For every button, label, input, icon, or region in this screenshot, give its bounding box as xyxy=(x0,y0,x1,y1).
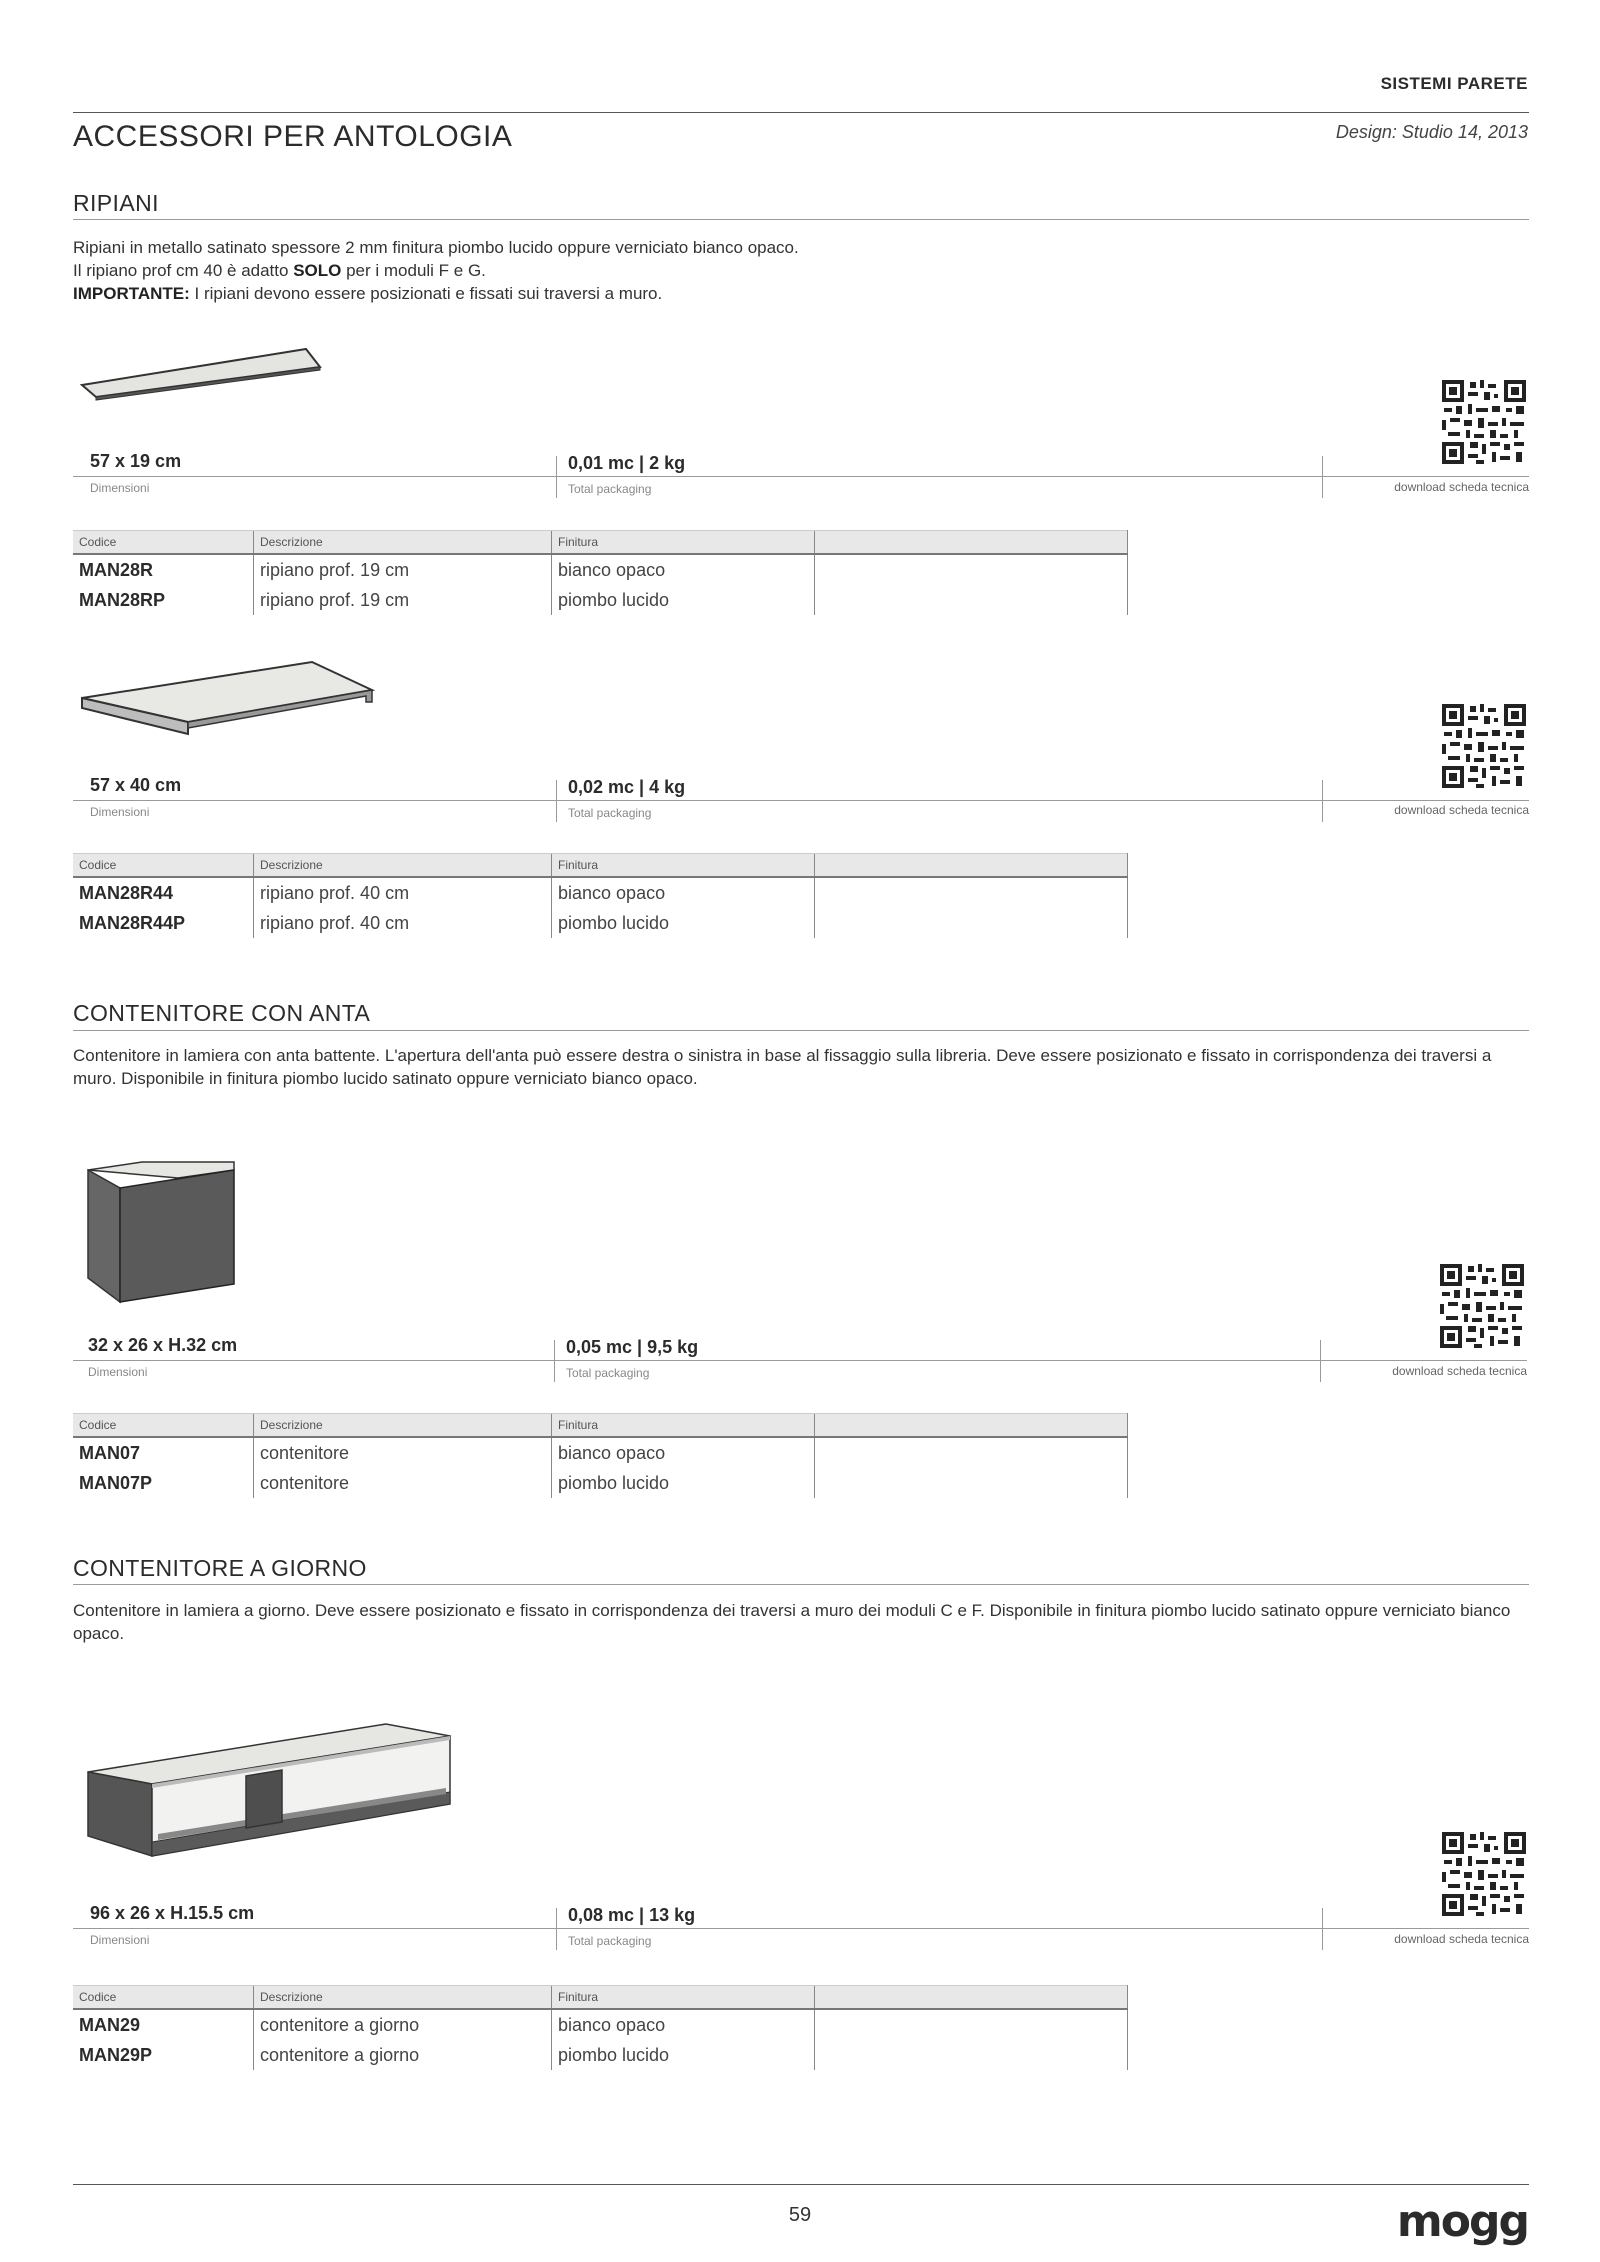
download-link[interactable]: download scheda tecnica xyxy=(1394,480,1529,494)
dimensions-value: 32 x 26 x H.32 cm xyxy=(88,1335,238,1355)
spec-divider xyxy=(556,456,557,498)
spec-rule xyxy=(73,1928,1529,1929)
contenitore-giorno-description: Contenitore in lamiera a giorno. Deve essere posizionato e fissato in corrispondenza dei traversi a muro dei moduli C e F. Disponibile in finitura piombo lucido satinato oppure verniciato bianco opaco. xyxy=(73,1601,1511,1643)
packaging-value: 0,02 mc | 4 kg xyxy=(568,777,686,797)
table-row: MAN28R44 ripiano prof. 40 cm bianco opaco xyxy=(73,877,1128,908)
shelf-19-image xyxy=(80,345,340,405)
section-heading-contenitore-anta: CONTENITORE CON ANTA xyxy=(73,1000,371,1026)
qr-code-icon[interactable] xyxy=(1440,702,1528,790)
brand-logo: mogg xyxy=(1396,2196,1528,2247)
dimensions-label: Dimensioni xyxy=(90,1933,150,1947)
page-title: ACCESSORI PER ANTOLOGIA xyxy=(73,120,513,153)
section-category: SISTEMI PARETE xyxy=(1380,74,1528,93)
download-link[interactable]: download scheda tecnica xyxy=(1394,1932,1529,1946)
packaging-label: Total packaging xyxy=(568,1934,652,1948)
packaging-value: 0,05 mc | 9,5 kg xyxy=(566,1337,699,1357)
product-table xyxy=(73,530,1128,615)
spec-rule xyxy=(73,476,1529,477)
table-row: MAN29 contenitore a giorno bianco opaco xyxy=(73,2009,1128,2040)
dimensions-value: 57 x 40 cm xyxy=(90,775,182,795)
download-link[interactable]: download scheda tecnica xyxy=(1392,1364,1527,1378)
spec-divider xyxy=(556,1908,557,1950)
spec-divider xyxy=(556,780,557,822)
contenitore-anta-description: Contenitore in lamiera con anta battente. L'apertura dell'anta può essere destra o sinistra in base al fissaggio sulla libreria. Deve essere posizionato e fissato in corrispondenza dei traversi a muro. Disponibile in finitura piombo lucido satinato oppure verniciato bianco opaco. xyxy=(73,1046,1492,1088)
spec-divider xyxy=(554,1340,555,1382)
shelf-40-image xyxy=(80,660,380,740)
page-number: 59 xyxy=(788,2204,812,2226)
product-table xyxy=(73,1413,1128,1498)
spec-divider xyxy=(1320,1340,1321,1382)
table-header: Codice Descrizione Finitura xyxy=(73,854,1128,878)
packaging-label: Total packaging xyxy=(568,806,652,820)
table-row: MAN07P contenitore piombo lucido xyxy=(73,1468,1128,1498)
table-header: Codice Descrizione Finitura xyxy=(73,1986,1128,2010)
table-row: MAN28R44P ripiano prof. 40 cm piombo lucido xyxy=(73,908,1128,938)
section-rule xyxy=(73,1584,1529,1585)
qr-code-icon[interactable] xyxy=(1440,1830,1528,1918)
spec-rule xyxy=(73,1360,1527,1361)
section-heading-contenitore-giorno: CONTENITORE A GIORNO xyxy=(73,1555,367,1581)
spec-divider xyxy=(1322,1908,1323,1950)
packaging-label: Total packaging xyxy=(568,482,652,496)
table-row: MAN28RP ripiano prof. 19 cm piombo lucido xyxy=(73,585,1128,615)
table-row: MAN07 contenitore bianco opaco xyxy=(73,1437,1128,1468)
header-rule xyxy=(73,112,1529,113)
product-table xyxy=(73,1985,1128,2070)
contenitore-giorno-image xyxy=(86,1722,456,1872)
packaging-value: 0,08 mc | 13 kg xyxy=(568,1905,696,1925)
packaging-value: 0,01 mc | 2 kg xyxy=(568,453,686,473)
qr-code-icon[interactable] xyxy=(1438,1262,1526,1350)
design-credit: Design: Studio 14, 2013 xyxy=(1335,122,1528,142)
section-rule xyxy=(73,219,1529,220)
footer-rule xyxy=(73,2184,1529,2185)
spec-divider xyxy=(1322,456,1323,498)
download-link[interactable]: download scheda tecnica xyxy=(1394,803,1529,817)
section-rule xyxy=(73,1030,1529,1031)
dimensions-label: Dimensioni xyxy=(90,805,150,819)
dimensions-label: Dimensioni xyxy=(88,1365,148,1379)
dimensions-label: Dimensioni xyxy=(90,481,150,495)
table-row: MAN28R ripiano prof. 19 cm bianco opaco xyxy=(73,554,1128,585)
table-header: Codice Descrizione Finitura xyxy=(73,1414,1128,1438)
dimensions-value: 96 x 26 x H.15.5 cm xyxy=(90,1903,255,1923)
table-row: MAN29P contenitore a giorno piombo lucido xyxy=(73,2040,1128,2070)
packaging-label: Total packaging xyxy=(566,1366,650,1380)
spec-rule xyxy=(73,800,1529,801)
ripiani-description: Ripiani in metallo satinato spessore 2 mm finitura piombo lucido oppure verniciato bianco opaco. Il ripiano prof cm 40 è adatto SOLO per i moduli F e G. IMPORTANTE: I ripiani devono essere posizionati e fissati sui traversi a muro. xyxy=(73,238,799,303)
product-table xyxy=(73,853,1128,938)
section-heading-ripiani: RIPIANI xyxy=(73,190,159,216)
dimensions-value: 57 x 19 cm xyxy=(90,451,182,471)
qr-code-icon[interactable] xyxy=(1440,378,1528,466)
contenitore-anta-image xyxy=(86,1160,246,1310)
table-header: Codice Descrizione Finitura xyxy=(73,531,1128,555)
spec-divider xyxy=(1322,780,1323,822)
